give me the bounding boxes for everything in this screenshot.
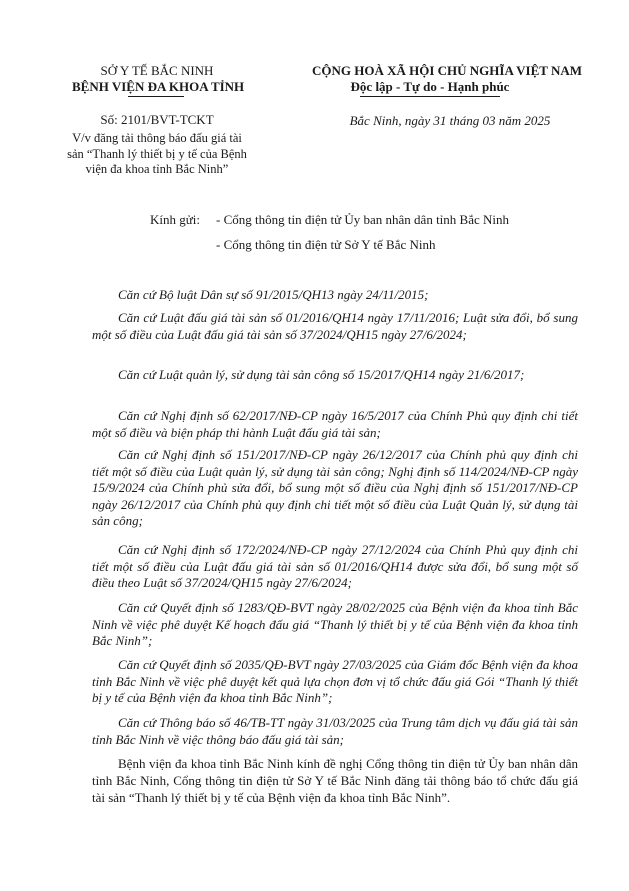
legal-basis: Căn cứ Nghị định số 172/2024/NĐ-CP ngày 27/12/2024 của Chính Phủ quy định chi tiết một số điều của Luật đấu giá tài sản số 01/2016/QH14 được sửa đổi, bổ sung một số điều theo Luật số 37/2024/QH15 ngày 27/6/2024; [92,542,578,590]
unit-underline [128,96,184,97]
subject-line: V/v đăng tải thông báo đấu giá tài [72,131,242,145]
legal-basis: Căn cứ Luật quản lý, sử dụng tài sản công số 15/2017/QH14 ngày 21/6/2017; [118,367,525,382]
unit-name: BỆNH VIỆN ĐA KHOA TỈNH [72,79,245,94]
legal-basis: Căn cứ Nghị định số 151/2017/NĐ-CP ngày 26/12/2017 của Chính phủ quy định chi tiết một số điều của Luật quản lý, sử dụng tài sản công; Nghị định số 114/2024/NĐ-CP ngày 15/9/2024 của Chính phủ sửa đổi, bổ sung một số điều của Nghị định số 151/2017/NĐ-CP ngày 26/12/2017 của Chính phủ quy định chi tiết một số điều của Luật Quản lý, sử dụng tài sản công; [92,447,578,528]
legal-basis: Căn cứ Quyết định số 1283/QĐ-BVT ngày 28/02/2025 của Bệnh viện đa khoa tỉnh Bắc Ninh về việc phê duyệt Kế hoạch đấu giá “Thanh lý thiết bị y tế của Bệnh viện đa khoa tỉnh Bắc Ninh”; [92,600,578,648]
motto-underline [360,96,500,97]
legal-basis: Căn cứ Nghị định số 62/2017/NĐ-CP ngày 16/5/2017 của Chính Phủ quy định chi tiết một số điều và biện pháp thi hành Luật đấu giá tài sản; [92,408,578,440]
recipient-item: - Cổng thông tin điện tử Sở Y tế Bắc Ninh [216,237,436,252]
doc-number: Số: 2101/BVT-TCKT [100,112,214,127]
recipient-label: Kính gửi: [150,212,201,227]
legal-basis: Căn cứ Thông báo số 46/TB-TT ngày 31/03/2025 của Trung tâm dịch vụ đấu giá tài sản tỉnh Bắc Ninh về việc thông báo đấu giá tài sản; [92,715,578,747]
recipient-item: - Cổng thông tin điện tử Ủy ban nhân dân tỉnh Bắc Ninh [216,212,510,227]
subject-line: sản “Thanh lý thiết bị y tế của Bệnh [67,146,247,161]
agency-name: SỞ Y TẾ BẮC NINH [100,63,214,78]
legal-basis: Căn cứ Luật đấu giá tài sản số 01/2016/QH14 ngày 17/11/2016; Luật sửa đổi, bổ sung một số điều của Luật đấu giá tài sản số 37/2024/QH15 ngày 27/6/2024; [92,310,578,342]
place-date: Bắc Ninh, ngày 31 tháng 03 năm 2025 [349,113,551,128]
legal-basis: Căn cứ Bộ luật Dân sự số 91/2015/QH13 ngày 24/11/2015; [118,287,429,302]
subject [60,131,254,178]
national-title: CỘNG HOÀ XÃ HỘI CHỦ NGHĨA VIỆT NAM [311,63,583,78]
closing-paragraph: Bệnh viện đa khoa tỉnh Bắc Ninh kính đề nghị Cổng thông tin điện tử Ủy ban nhân dân tỉnh Bắc Ninh, Cổng thông tin điện tử Sở Y tế Bắc Ninh đăng tải thông báo tổ chức đấu giá tài sản “Thanh lý thiết bị y tế của Bệnh viện đa khoa tỉnh Bắc Ninh”. [92,756,578,805]
motto: Độc lập - Tự do - Hạnh phúc [350,79,510,94]
legal-basis: Căn cứ Quyết định số 2035/QĐ-BVT ngày 27/03/2025 của Giám đốc Bệnh viện đa khoa tỉnh Bắc Ninh về việc phê duyệt kết quả lựa chọn đơn vị tổ chức đấu giá Gói “Thanh lý thiết bị y tế của Bệnh viện đa khoa tỉnh Bắc Ninh”; [92,657,578,705]
subject-line: viện đa khoa tỉnh Bắc Ninh” [85,162,229,176]
